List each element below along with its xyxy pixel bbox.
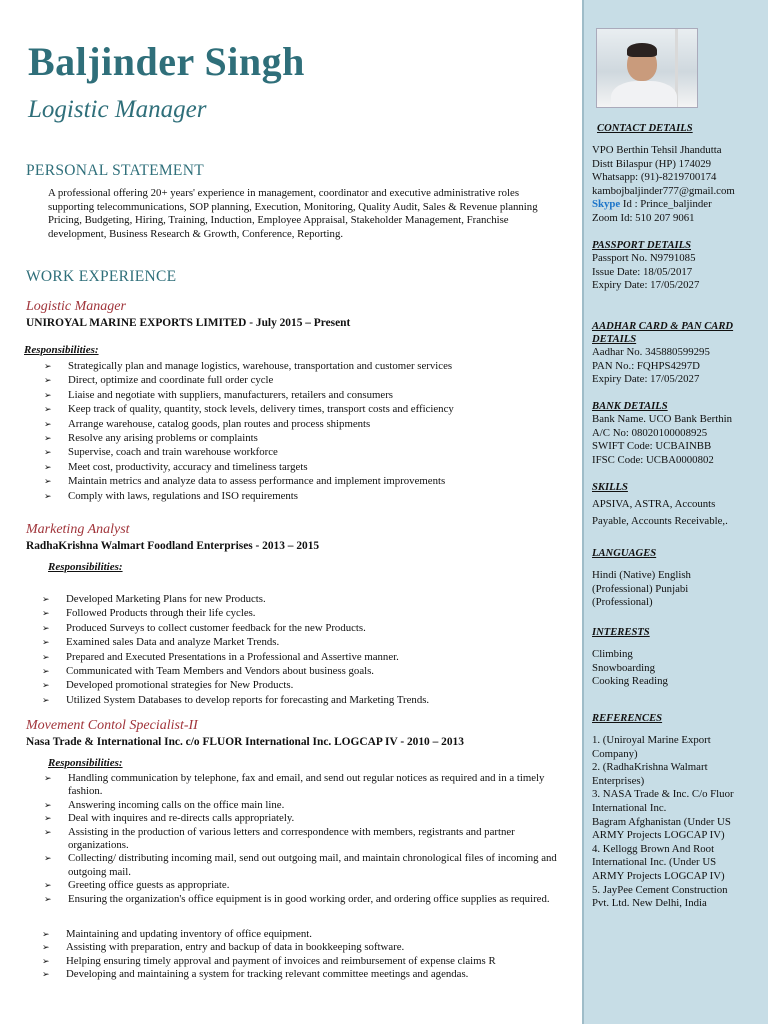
reference-line: 2. (RadhaKrishna Walmart [592, 761, 708, 774]
interest-item: Climbing [592, 648, 633, 660]
list-item: ➢ Followed Products through their life cycles. [42, 606, 429, 620]
list-item: ➢ Resolve any arising problems or complaints [44, 431, 454, 445]
passport-heading: PASSPORT DETAILS [592, 240, 691, 251]
list-item: ➢ Deal with inquires and re-directs calls appropriately. [44, 812, 574, 825]
list-item: ➢ Answering incoming calls on the office main line. [44, 799, 574, 812]
aadhar-pan-heading: AADHAR CARD & PAN CARD DETAILS [592, 321, 734, 345]
passport-section [592, 239, 764, 293]
languages-line: (Professional) [592, 596, 653, 609]
passport-number: Passport No. N9791085 [592, 252, 696, 264]
profile-photo [596, 28, 698, 108]
pan-number: PAN No.: FQHPS4297D [592, 359, 700, 372]
references-section [592, 712, 764, 911]
list-item: ➢ Greeting office guests as appropriate. [44, 879, 574, 892]
list-item: ➢ Developed Marketing Plans for new Products. [42, 592, 429, 606]
job-title-2: Marketing Analyst [26, 522, 130, 537]
reference-line: 5. JayPee Cement Construction [592, 883, 728, 896]
list-item: ➢ Arrange warehouse, catalog goods, plan routes and process shipments [44, 417, 454, 431]
reference-line: ARMY Projects LOGCAP IV) [592, 869, 725, 882]
languages-line: (Professional) Punjabi [592, 582, 689, 595]
bank-name: Bank Name. UCO Bank Berthin [592, 413, 733, 425]
list-item: ➢ Supervise, coach and train warehouse workforce [44, 445, 454, 459]
list-item: ➢ Helping ensuring timely approval and payment of invoices and reimbursement of expense claims R [42, 955, 496, 968]
contact-zoom: Zoom Id: 510 207 9061 [592, 211, 695, 224]
list-item: ➢ Developed promotional strategies for New Products. [42, 678, 429, 692]
list-item: ➢ Handling communication by telephone, fax and email, and send out regular notices as required and in a timely fashion. [44, 772, 574, 799]
bank-heading: BANK DETAILS [592, 401, 668, 412]
languages-heading: LANGUAGES [592, 548, 657, 559]
skype-id: Id : Prince_baljinder [620, 198, 712, 211]
languages-section [592, 547, 764, 610]
responsibilities-label-3: Responsibilities: [48, 757, 123, 769]
contact-email[interactable]: kambojbaljinder777@gmail.com [592, 184, 735, 197]
job-title-1: Logistic Manager [26, 299, 126, 314]
job-1-responsibilities [44, 359, 454, 503]
contact-details-heading: CONTACT DETAILS [597, 123, 693, 134]
skype-label: Skype [592, 198, 621, 211]
list-item: ➢ Liaise and negotiate with suppliers, manufacturers, retailers and consumers [44, 388, 454, 402]
candidate-name: Baljinder Singh [28, 39, 305, 84]
job-company-1: UNIROYAL MARINE EXPORTS LIMITED - July 2015 – Present [26, 317, 351, 329]
skills-section [592, 481, 764, 530]
passport-expiry-date: Expiry Date: 17/05/2027 [592, 279, 700, 292]
job-title-3: Movement Contol Specialist-II [26, 718, 198, 733]
reference-line: International Inc. [592, 801, 667, 814]
interest-item: Cooking Reading [592, 675, 668, 688]
interest-item: Snowboarding [592, 661, 655, 674]
aadhar-pan-section [592, 320, 764, 387]
responsibilities-label-1: Responsibilities: [24, 344, 99, 356]
list-item: ➢ Maintain metrics and analyze data to assess performance and implement improvements [44, 474, 454, 488]
candidate-title: Logistic Manager [28, 96, 207, 123]
reference-line: ARMY Projects LOGCAP IV) [592, 829, 725, 842]
bank-account-number: A/C No: 08020100008925 [592, 426, 708, 439]
job-company-2: RadhaKrishna Walmart Foodland Enterprises - 2013 – 2015 [26, 540, 320, 552]
list-item: ➢ Keep track of quality, quantity, stock levels, delivery times, transport costs and efficiency [44, 402, 454, 416]
list-item: ➢ Communicated with Team Members and Vendors about business goals. [42, 664, 429, 678]
passport-issue-date: Issue Date: 18/05/2017 [592, 265, 693, 278]
list-item: ➢ Strategically plan and manage logistics, warehouse, transportation and customer services [44, 359, 454, 373]
list-item: ➢ Utilized System Databases to develop reports for forecasting and Marketing Trends. [42, 693, 429, 707]
job-2-responsibilities [42, 592, 429, 707]
interests-section [592, 626, 764, 689]
reference-line: Company) [592, 747, 638, 760]
work-experience-heading: WORK EXPERIENCE [26, 268, 177, 285]
skills-line: Payable, Accounts Receivable,. [592, 515, 728, 527]
reference-line: 4. Kellogg Brown And Root [592, 842, 715, 855]
contact-address-line: VPO Berthin Tehsil Jhandutta [592, 144, 722, 156]
aadhar-number: Aadhar No. 345880599295 [592, 346, 710, 358]
skills-line: APSIVA, ASTRA, Accounts [592, 498, 716, 510]
reference-line: International Inc. (Under US [592, 856, 717, 869]
list-item: ➢ Direct, optimize and coordinate full order cycle [44, 373, 454, 387]
interests-heading: INTERESTS [592, 627, 650, 638]
list-item: ➢ Collecting/ distributing incoming mail, send out outgoing mail, and maintain chronological files of incoming and outgoing mail. [44, 852, 574, 879]
list-item: ➢ Assisting with preparation, entry and backup of data in bookkeeping software. [42, 941, 496, 954]
personal-statement-heading: PERSONAL STATEMENT [26, 162, 204, 179]
skills-heading: SKILLS [592, 482, 628, 493]
bank-section [592, 400, 764, 467]
job-3-responsibilities-continued [42, 928, 496, 982]
responsibilities-label-2: Responsibilities: [48, 561, 123, 573]
personal-statement-text: A professional offering 20+ years' experience in management, coordinator and executive administrative roles supporting telecommunications, SOP planning, Execution, Monitoring, Quality Audit, Sales & Revenue planning Pricing, Budgeting, Hiring, Training, Induction, Employee Appraisal, Stakeholder Management, Franchise development, Business Research & Growth, Conference, Reporting. [48, 187, 538, 240]
list-item: ➢ Prepared and Executed Presentations in a Professional and Assertive manner. [42, 650, 429, 664]
contact-skype [592, 198, 764, 212]
list-item: ➢ Developing and maintaining a system for tracking relevant committee meetings and agendas. [42, 968, 496, 981]
contact-details-section [592, 122, 764, 226]
bank-ifsc-code: IFSC Code: UCBA0000802 [592, 453, 714, 466]
reference-line: Enterprises) [592, 774, 645, 787]
list-item: ➢ Meet cost, productivity, accuracy and timeliness targets [44, 460, 454, 474]
references-heading: REFERENCES [592, 713, 663, 724]
job-3-responsibilities [44, 772, 574, 906]
reference-line: 1. (Uniroyal Marine Export [592, 734, 711, 746]
reference-line: Pvt. Ltd. New Delhi, India [592, 897, 707, 910]
job-company-3: Nasa Trade & International Inc. c/o FLUOR International Inc. LOGCAP IV - 2010 – 2013 [26, 736, 464, 748]
reference-line: Bagram Afghanistan (Under US [592, 815, 731, 828]
list-item: ➢ Examined sales Data and analyze Market Trends. [42, 635, 429, 649]
list-item: ➢ Maintaining and updating inventory of office equipment. [42, 928, 496, 941]
bank-swift-code: SWIFT Code: UCBAINBB [592, 440, 712, 453]
list-item: ➢ Assisting in the production of various letters and correspondence with members, registrants and partner organizations. [44, 826, 574, 853]
list-item: ➢ Produced Surveys to collect customer feedback for the new Products. [42, 621, 429, 635]
list-item: ➢ Comply with laws, regulations and ISO requirements [44, 489, 454, 503]
reference-line: 3. NASA Trade & Inc. C/o Fluor [592, 788, 734, 801]
languages-line: Hindi (Native) English [592, 569, 691, 581]
aadhar-expiry-date: Expiry Date: 17/05/2027 [592, 373, 700, 386]
contact-whatsapp: Whatsapp: (91)-8219700174 [592, 171, 717, 184]
list-item: ➢ Ensuring the organization's office equipment is in good working order, and ordering office supplies as required. [44, 893, 574, 906]
contact-district-line: Distt Bilaspur (HP) 174029 [592, 157, 712, 170]
